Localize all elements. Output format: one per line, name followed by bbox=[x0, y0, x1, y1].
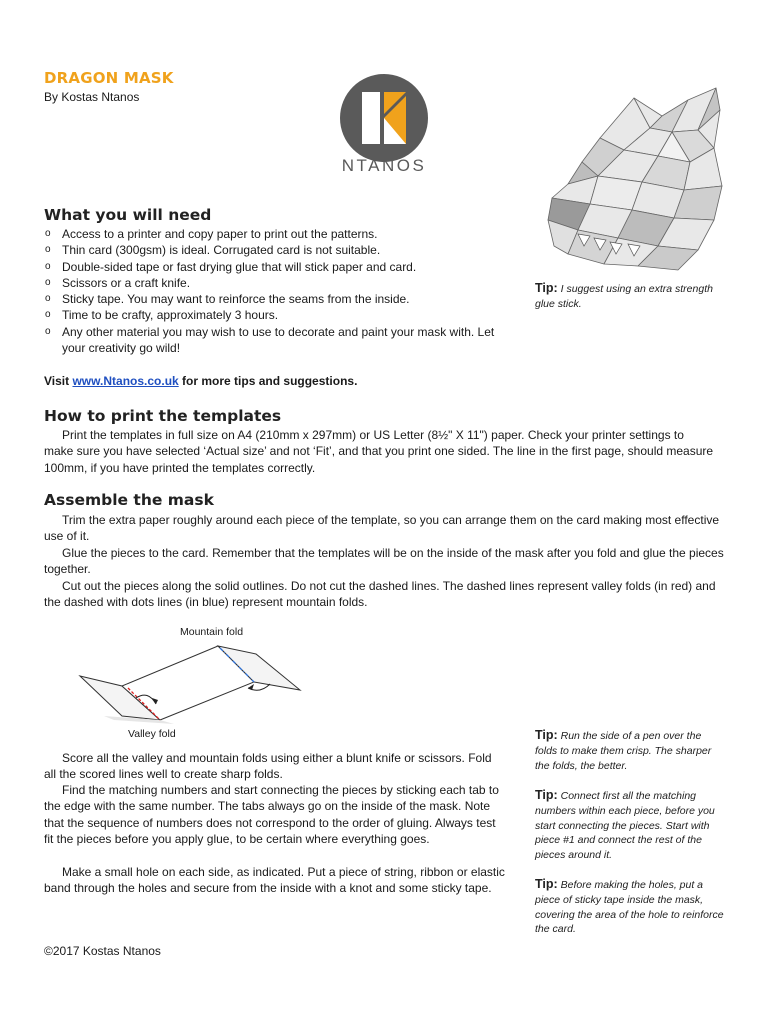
heading-what-you-will-need: What you will need bbox=[44, 206, 212, 224]
visit-line: Visit www.Ntanos.co.uk for more tips and suggestions. bbox=[44, 374, 358, 388]
bullet-icon: o bbox=[45, 228, 51, 239]
bullet-icon: o bbox=[45, 293, 51, 305]
mountain-fold-label: Mountain fold bbox=[180, 626, 244, 638]
copyright-footer: ©2017 Kostas Ntanos bbox=[44, 944, 161, 958]
tip-label: Tip: bbox=[535, 877, 558, 891]
logo-mark-icon bbox=[340, 74, 428, 162]
website-link[interactable]: www.Ntanos.co.uk bbox=[72, 374, 179, 388]
fold-diagram bbox=[44, 624, 314, 746]
tip-label: Tip: bbox=[535, 728, 558, 742]
logo-wordmark: NTANOS bbox=[341, 156, 427, 175]
list-item: o Scissors or a craft knife. bbox=[45, 275, 191, 290]
document-title: DRAGON MASK bbox=[44, 69, 174, 87]
bullet-icon: o bbox=[45, 244, 51, 256]
list-item: o Double-sided tape or fast drying glue that will stick paper and card. bbox=[45, 259, 417, 274]
tip-glue: Tip: I suggest using an extra strength glue stick. bbox=[535, 281, 713, 310]
tip-holes: Tip: Before making the holes, put a piece of sticky tape inside the mask, covering the area of the hole to reinforce the card. bbox=[535, 877, 724, 936]
logo-circle bbox=[340, 74, 428, 162]
tip-label: Tip: bbox=[535, 281, 558, 295]
tip-matching-numbers: Tip: Connect first all the matching numbers within each piece, before you start connecting the pieces. Start with piece #1 and connect the rest of the pieces around it. bbox=[535, 788, 715, 862]
tip-label: Tip: bbox=[535, 788, 558, 802]
valley-fold-label: Valley fold bbox=[128, 728, 176, 740]
assemble-paragraph: Trim the extra paper roughly around each piece of the template, so you can arrange them on the card making most effective use of it. bbox=[44, 513, 720, 544]
print-instructions: Print the templates in full size on A4 (210mm x 297mm) or US Letter (8½" X 11") paper. Check your printer settings to make sure you have selected ‘Actual size’ and not ‘Fit’, and that you print one sided. The line in the first page, should measure 100mm, if you have printed the templates correctly. bbox=[44, 428, 714, 475]
assemble-paragraph: Cut out the pieces along the solid outlines. Do not cut the dashed lines. The dashed lines represent valley folds (in red) and the dashed with dots lines (in blue) represent mountain folds. bbox=[44, 579, 716, 610]
ntanos-logo bbox=[334, 74, 434, 178]
author-byline: By Kostas Ntanos bbox=[44, 90, 140, 104]
assemble-step: Score all the valley and mountain folds using either a blunt knife or scissors. Fold all the scored lines well to create sharp folds. bbox=[44, 751, 492, 782]
dragon-mask-illustration bbox=[538, 70, 738, 280]
list-item: o Access to a printer and copy paper to print out the patterns. bbox=[45, 227, 378, 241]
list-item: o Thin card (300gsm) is ideal. Corrugated card is not suitable. bbox=[45, 243, 381, 258]
heading-how-to-print: How to print the templates bbox=[44, 407, 282, 425]
bullet-icon: o bbox=[45, 325, 51, 337]
materials-list bbox=[44, 226, 496, 356]
bullet-icon: o bbox=[45, 276, 51, 288]
bullet-icon: o bbox=[45, 260, 51, 272]
folded-paper-illustration bbox=[44, 624, 314, 746]
assemble-paragraph: Glue the pieces to the card. Remember that the templates will be on the inside of the mask after you fold and glue the pieces together. bbox=[44, 546, 724, 577]
list-item: o Any other material you may wish to use to decorate and paint your mask with. Let your creativity go wild! bbox=[45, 324, 495, 356]
bullet-icon: o bbox=[45, 309, 51, 321]
list-item: o Sticky tape. You may want to reinforce the seams from the inside. bbox=[45, 292, 410, 307]
assemble-step: Find the matching numbers and start connecting the pieces by sticking each tab to the edge with the same number. The tabs always go on the inside of the mask. Note that the sequence of numbers does not correspond to the order of gluing. Always test fit the pieces before you apply glue, to be certain where everything goes. bbox=[44, 783, 499, 847]
heading-assemble-the-mask: Assemble the mask bbox=[44, 491, 214, 509]
list-item: o Time to be crafty, approximately 3 hours. bbox=[45, 308, 279, 323]
assemble-step: Make a small hole on each side, as indicated. Put a piece of string, ribbon or elastic band through the holes and secure from the inside with a knot and some sticky tape. bbox=[44, 865, 505, 896]
tip-folds: Tip: Run the side of a pen over the folds to make them crisp. The sharper the folds, the better. bbox=[535, 728, 712, 772]
